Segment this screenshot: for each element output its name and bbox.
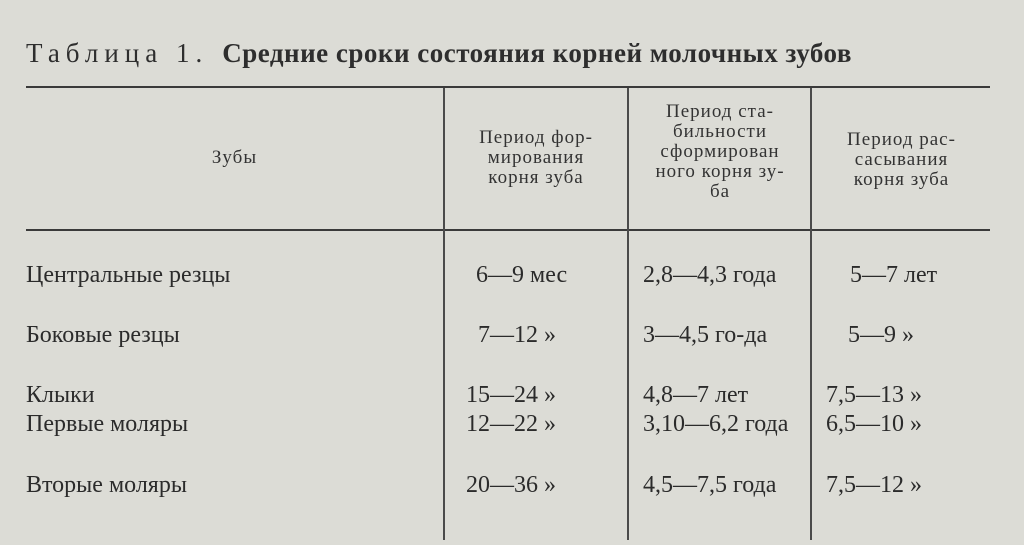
row-2-resorption: 5—9 »: [848, 322, 914, 348]
row-2-tooth: Боковые резцы: [26, 322, 180, 348]
header-stability: Период ста- бильности сформирован ного корня зу- ба: [655, 101, 785, 202]
row-3-resorption: 7,5—13 »: [826, 382, 922, 408]
row-3-tooth: Клыки: [26, 382, 95, 408]
row-2-formation: 7—12 »: [478, 322, 556, 348]
column-divider-3: [810, 88, 812, 540]
row-1-formation: 6—9 мес: [476, 262, 568, 288]
table-label: Таблица 1.: [26, 38, 209, 68]
header-top-rule: [26, 86, 990, 88]
header-resorption: Период рас- сасывания корня зуба: [847, 129, 956, 190]
column-divider-1: [443, 88, 445, 540]
row-4-tooth: Первые моляры: [26, 411, 189, 437]
row-4-formation: 12—22 »: [466, 411, 556, 437]
column-divider-2: [627, 88, 629, 540]
row-5-resorption: 7,5—12 »: [826, 472, 922, 498]
row-1-stability: 2,8—4,3 года: [643, 262, 777, 288]
row-2-stability: 3—4,5 го-да: [643, 322, 768, 348]
row-5-formation: 20—36 »: [466, 472, 556, 498]
row-3-formation: 15—24 »: [466, 382, 556, 408]
row-3-stability: 4,8—7 лет: [643, 382, 749, 408]
table-caption: [26, 40, 852, 67]
table-title: Средние сроки состояния корней молочных зубов: [222, 38, 852, 68]
row-5-stability: 4,5—7,5 года: [643, 472, 777, 498]
row-1-tooth: Центральные резцы: [26, 262, 231, 288]
header-teeth: Зубы: [211, 147, 258, 168]
row-1-resorption: 5—7 лет: [850, 262, 938, 288]
row-4-stability: 3,10—6,2 года: [643, 411, 789, 437]
row-4-resorption: 6,5—10 »: [826, 411, 922, 437]
row-5-tooth: Вторые моляры: [26, 472, 187, 498]
header-bottom-rule: [26, 229, 990, 231]
header-formation: Период фор- мирования корня зуба: [479, 127, 593, 188]
